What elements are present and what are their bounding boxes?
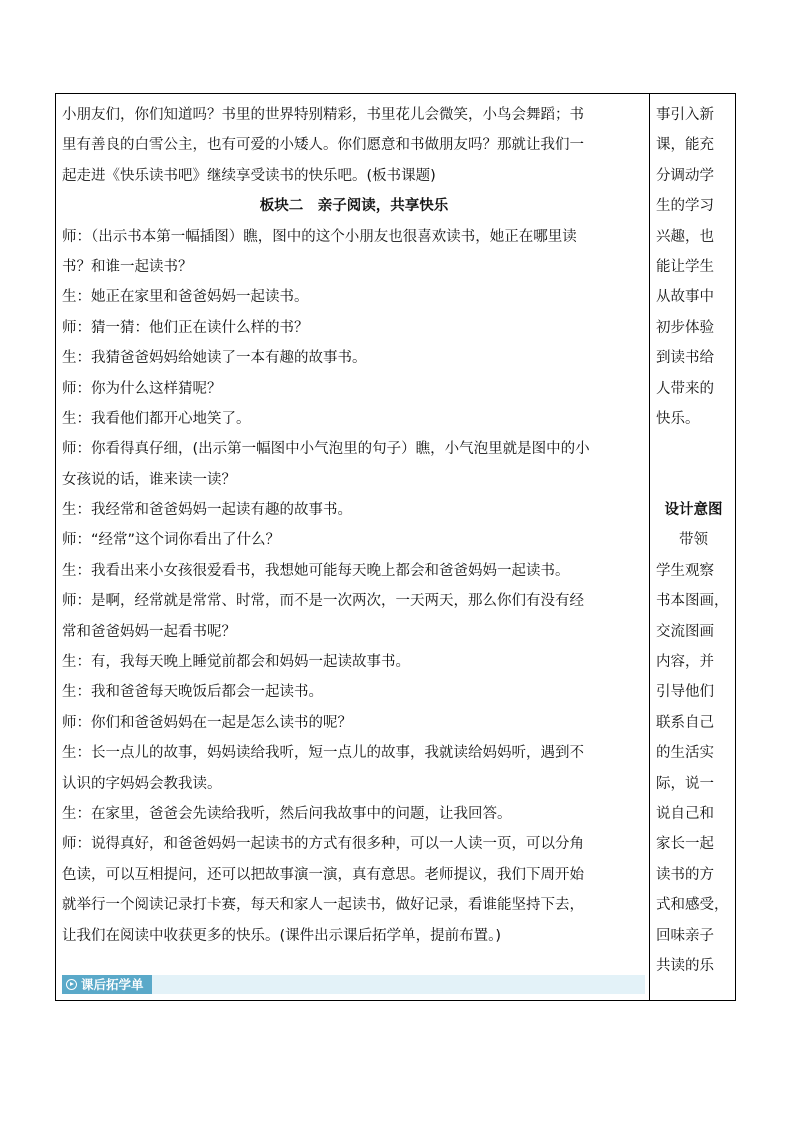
text-line: 常和爸爸妈妈一起看书呢？ [62, 623, 236, 640]
text-line: 女孩说的话，谁来读一读？ [62, 471, 236, 488]
text-line: 生：有，我每天晚上睡觉前都会和妈妈一起读故事书。 [62, 654, 410, 671]
side-text-line: 家长一起 [656, 836, 714, 853]
side-text-line: 初步体验 [656, 319, 714, 336]
text-line: 师：猜一猜：他们正在读什么样的书？ [62, 319, 309, 336]
text-line: 师：你看得真仔细，(出示第一幅图中小气泡里的句子）瞧，小气泡里就是图中的小 [62, 441, 590, 458]
side-text-line: 际，说一 [656, 775, 714, 792]
text-line: 生：我猜爸爸妈妈给她读了一本有趣的故事书。 [62, 350, 367, 367]
side-text-line: 引导他们 [656, 684, 714, 701]
text-line: 师：（出示书本第一幅插图）瞧，图中的这个小朋友也很喜欢读书，她正在哪里读 [62, 228, 577, 245]
text-line: 师：你为什么这样猜呢？ [62, 380, 222, 397]
text-line: 就举行一个阅读记录打卡赛，每天和家人一起读书，做好记录，看谁能坚持下去， [62, 897, 584, 914]
side-text-line: 快乐。 [656, 410, 700, 427]
text-line: 里有善良的白雪公主，也有可爱的小矮人。你们愿意和书做朋友吗？那就让我们一 [62, 137, 584, 154]
banner-tag [62, 975, 152, 994]
side-text-line: 联系自己 [656, 714, 714, 731]
side-text-line: 内容，并 [656, 654, 714, 671]
play-circle-icon [66, 979, 77, 990]
side-text-line: 的生活实 [656, 745, 714, 762]
side-text-line: 人带来的 [656, 380, 714, 397]
text-line: 小朋友们，你们知道吗？书里的世界特别精彩，书里花儿会微笑，小鸟会舞蹈；书 [62, 107, 584, 123]
side-spacer [656, 465, 731, 495]
banner-label: 课后拓学单 [81, 977, 144, 992]
text-line: 师：说得真好，和爸爸妈妈一起读书的方式有很多种，可以一人读一页，可以分角 [62, 836, 584, 853]
side-text-line: 分调动学 [656, 167, 714, 184]
text-line: 生：我经常和爸爸妈妈一起读有趣的故事书。 [62, 502, 352, 519]
text-line: 让我们在阅读中收获更多的快乐。(课件出示课后拓学单，提前布置。) [62, 927, 502, 944]
side-text-line: 书本图画， [656, 593, 729, 610]
column-divider [649, 94, 650, 1000]
text-line: 师：是啊，经常就是常常、时常，而不是一次两次，一天两天，那么你们有没有经 [62, 593, 584, 610]
side-text-line: 带领 [679, 532, 708, 549]
side-text-line: 说自己和 [656, 805, 714, 822]
text-line: 生：在家里，爸爸会先读给我听，然后问我故事中的问题，让我回答。 [62, 805, 512, 822]
side-text-line: 交流图画 [656, 623, 714, 640]
after-class-banner [62, 975, 645, 994]
text-line: 生：我看出来小女孩很爱看书，我想她可能每天晚上都会和爸爸妈妈一起读书。 [62, 562, 570, 579]
side-text-line: 读书的方 [656, 866, 714, 883]
side-text-line: 式和感受， [656, 897, 729, 914]
text-line: 生：她正在家里和爸爸妈妈一起读书。 [62, 289, 309, 306]
side-spacer [656, 434, 731, 464]
text-line: 书？和谁一起读书？ [62, 258, 193, 275]
side-text-line: 回味亲子 [656, 927, 714, 944]
side-text-line: 兴趣，也 [656, 228, 714, 245]
side-text-line: 课，能充 [656, 137, 714, 154]
text-line: 师：“经常”这个词你看出了什么？ [62, 532, 281, 549]
text-line: 生：长一点儿的故事，妈妈读给我听，短一点儿的故事，我就读给妈妈听，遇到不 [62, 745, 584, 762]
side-text-line: 事引入新 [656, 107, 714, 123]
text-line: 生：我看他们都开心地笑了。 [62, 410, 251, 427]
design-intent-heading: 设计意图 [664, 502, 723, 519]
lesson-content-column [62, 100, 646, 951]
text-line: 生：我和爸爸每天晚饭后都会一起读书。 [62, 684, 323, 701]
text-line: 起走进《快乐读书吧》继续享受读书的快乐吧。(板书课题) [62, 167, 436, 184]
side-text-line: 共读的乐 [656, 957, 714, 974]
side-text-line: 到读书给 [656, 350, 714, 367]
design-intent-column [656, 100, 731, 981]
side-text-line: 从故事中 [656, 289, 714, 306]
section-heading: 板块二 亲子阅读，共享快乐 [259, 198, 449, 215]
lesson-table [55, 93, 736, 1001]
text-line: 色读，可以互相提问，还可以把故事演一演，真有意思。老师提议，我们下周开始 [62, 866, 584, 883]
side-text-line: 生的学习 [656, 198, 714, 215]
text-line: 认识的字妈妈会教我读。 [62, 775, 222, 792]
side-text-line: 能让学生 [656, 258, 714, 275]
text-line: 师：你们和爸爸妈妈在一起是怎么读书的呢？ [62, 714, 352, 731]
side-text-line: 学生观察 [656, 562, 714, 579]
